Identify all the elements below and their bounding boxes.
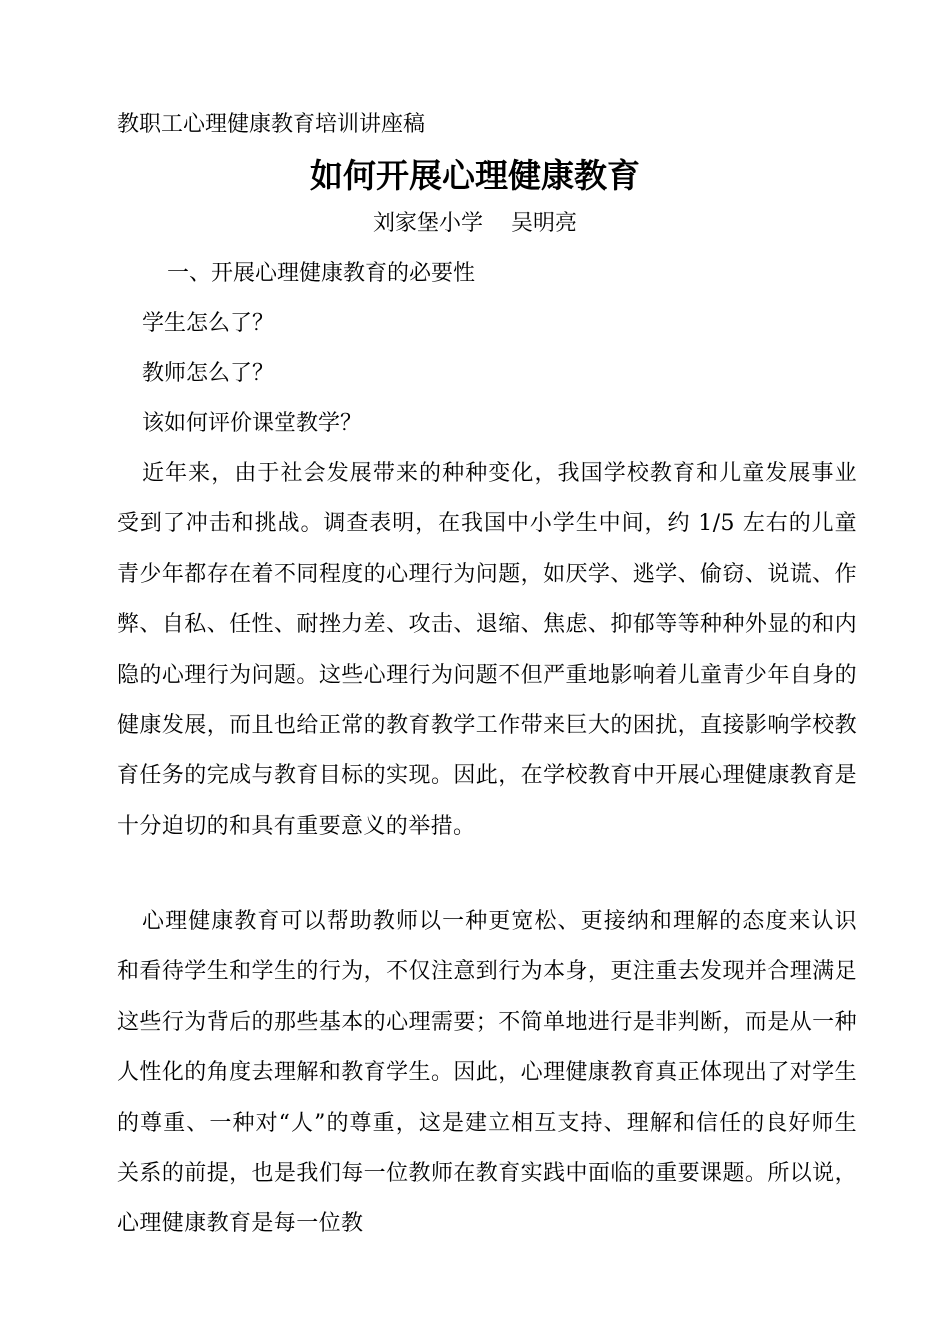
author-line bbox=[0, 209, 950, 239]
author-name: 吴明亮 bbox=[511, 211, 578, 236]
header-line: 教职工心理健康教育培训讲座稿 bbox=[117, 112, 426, 137]
question-3: 该如何评价课堂教学？ bbox=[142, 411, 363, 436]
paragraph-2: 心理健康教育可以帮助教师以一种更宽松、更接纳和理解的态度来认识和看待学生和学生的行为，不仅注意到行为本身，更注重去发现并合理满足这些行为背后的那些基本的心理需要；不简单地进行是非判断，而是从一种人性化的角度去理解和教育学生。因此，心理健康教育真正体现出了对学生的尊重、一种对“人”的尊重，这是建立相互支持、理解和信任的良好师生关系的前提，也是我们每一位教师在教育实践中面临的重要课题。所以说，心理健康教育是每一位教 bbox=[117, 909, 857, 1237]
document-title: 如何开展心理健康教育 bbox=[310, 156, 640, 195]
section-heading: 一、开展心理健康教育的必要性 bbox=[167, 261, 476, 286]
paragraph-1: 近年来，由于社会发展带来的种种变化，我国学校教育和儿童发展事业受到了冲击和挑战。调查表明，在我国中小学生中间，约 1/5 左右的儿童青少年都存在着不同程度的心理行为问题，如厌学、逃学、偷窃、说谎、作弊、自私、任性、耐挫力差、攻击、退缩、焦虑、抑郁等等种种外显的和内隐的心理行为问题。这些心理行为问题不但严重地影响着儿童青少年自身的健康发展，而且也给正常的教育教学工作带来巨大的困扰，直接影响学校教育任务的完成与教育目标的实现。因此，在学校教育中开展心理健康教育是十分迫切的和具有重要意义的举措。 bbox=[117, 461, 857, 839]
question-2: 教师怎么了？ bbox=[142, 361, 275, 386]
author-school: 刘家堡小学 bbox=[372, 211, 483, 236]
question-1: 学生怎么了？ bbox=[142, 311, 275, 336]
